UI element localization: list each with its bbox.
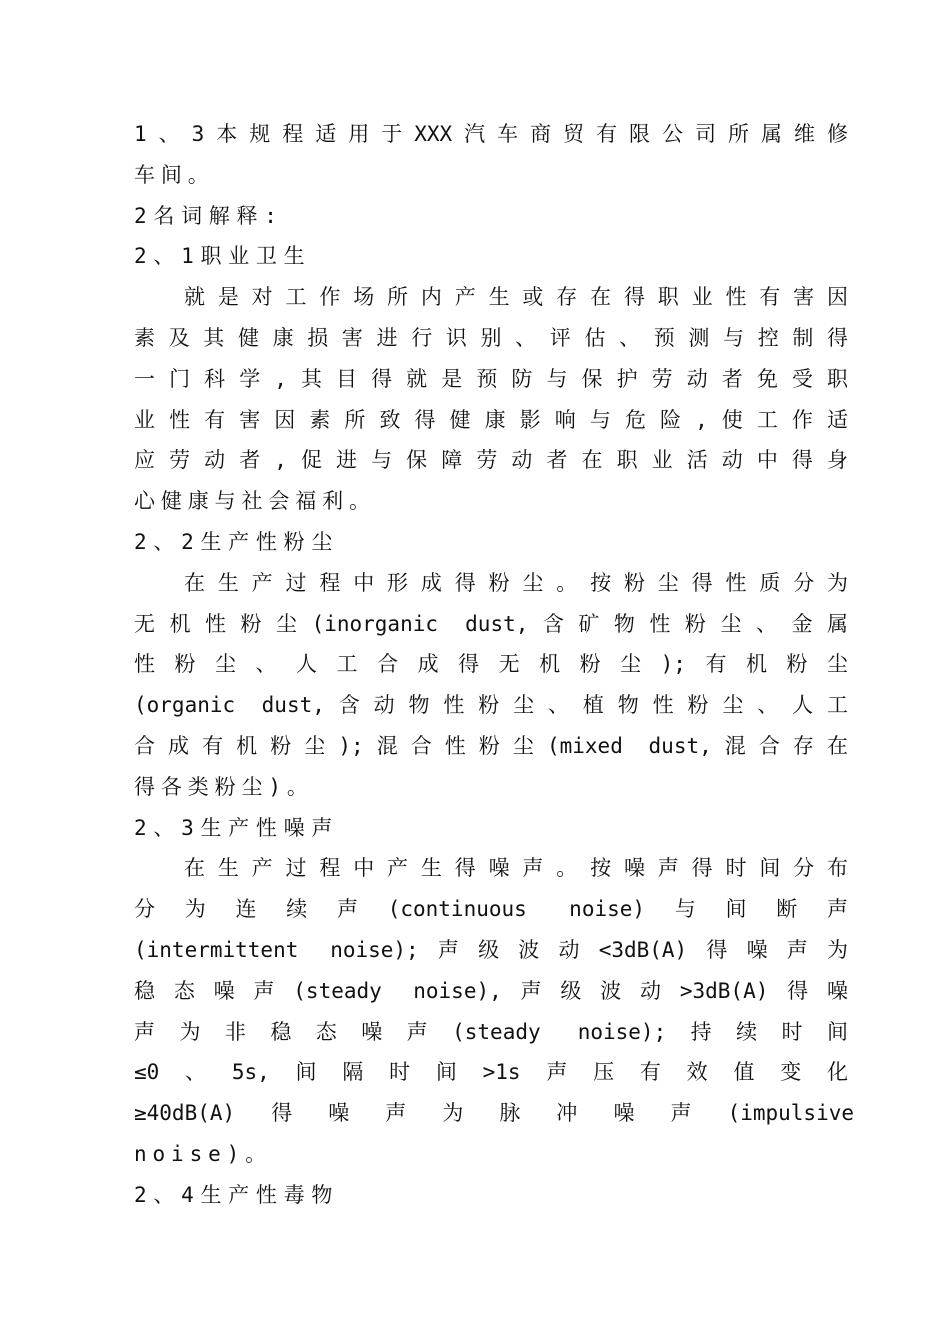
section-2-1-line-4: 业性有害因素所致得健康影响与危险,使工作适 — [134, 407, 848, 432]
section-2-3-line-7: ≥40dB(A)得噪声为脉冲噪声(impulsive — [134, 1101, 854, 1126]
section-2-2-line-5: 合成有机粉尘);混合性粉尘(mixed dust,混合存在 — [134, 733, 848, 758]
section-2-title: 2名词解释: — [134, 203, 284, 228]
section-2-1-line-3: 一门科学,其目得就是预防与保护劳动者免受职 — [134, 366, 848, 391]
section-2-2-line-4: (organic dust,含动物性粉尘、植物性粉尘、人工 — [134, 693, 848, 718]
section-1-3-line-2: 车间。 — [134, 162, 215, 187]
section-2-2-line-1: 在生产过程中形成得粉尘。按粉尘得性质分为 — [184, 570, 848, 595]
section-2-4-title: 2、4生产性毒物 — [134, 1182, 340, 1207]
section-2-2-line-6: 得各类粉尘)。 — [134, 774, 314, 799]
document-page — [134, 114, 854, 1216]
section-2-2-line-3: 性粉尘、人工合成得无机粉尘);有机粉尘 — [134, 652, 848, 677]
section-2-1-line-5: 应劳动者,促进与保障劳动者在职业活动中得身 — [134, 448, 848, 473]
section-2-1-title: 2、1职业卫生 — [134, 244, 312, 269]
section-2-3-line-2: 分为连续声(continuous noise)与间断声 — [134, 897, 848, 922]
section-2-2-line-2: 无机性粉尘(inorganic dust,含矿物性粉尘、金属 — [134, 611, 848, 636]
section-2-3-line-3: (intermittent noise);声级波动<3dB(A)得噪声为 — [134, 937, 848, 962]
section-2-1-line-1: 就是对工作场所内产生或存在得职业性有害因 — [184, 285, 848, 310]
section-2-1-line-6: 心健康与社会福利。 — [134, 489, 376, 514]
section-2-3-line-4: 稳态噪声(steady noise),声级波动>3dB(A)得噪 — [134, 978, 848, 1003]
section-2-1-line-2: 素及其健康损害进行识别、评估、预测与控制得 — [134, 325, 848, 350]
section-2-3-title: 2、3生产性噪声 — [134, 815, 340, 840]
section-1-3-line-1: 1、3本规程适用于XXX汽车商贸有限公司所属维修 — [134, 122, 848, 146]
section-2-3-line-8: noise)。 — [134, 1141, 273, 1166]
section-2-3-line-1: 在生产过程中产生得噪声。按噪声得时间分布 — [184, 856, 848, 881]
section-2-3-line-5: 声为非稳态噪声(steady noise);持续时间 — [134, 1019, 848, 1044]
section-2-2-title: 2、2生产性粉尘 — [134, 529, 340, 554]
section-2-3-line-6: ≤0、5s,间隔时间>1s声压有效值变化 — [134, 1060, 848, 1085]
